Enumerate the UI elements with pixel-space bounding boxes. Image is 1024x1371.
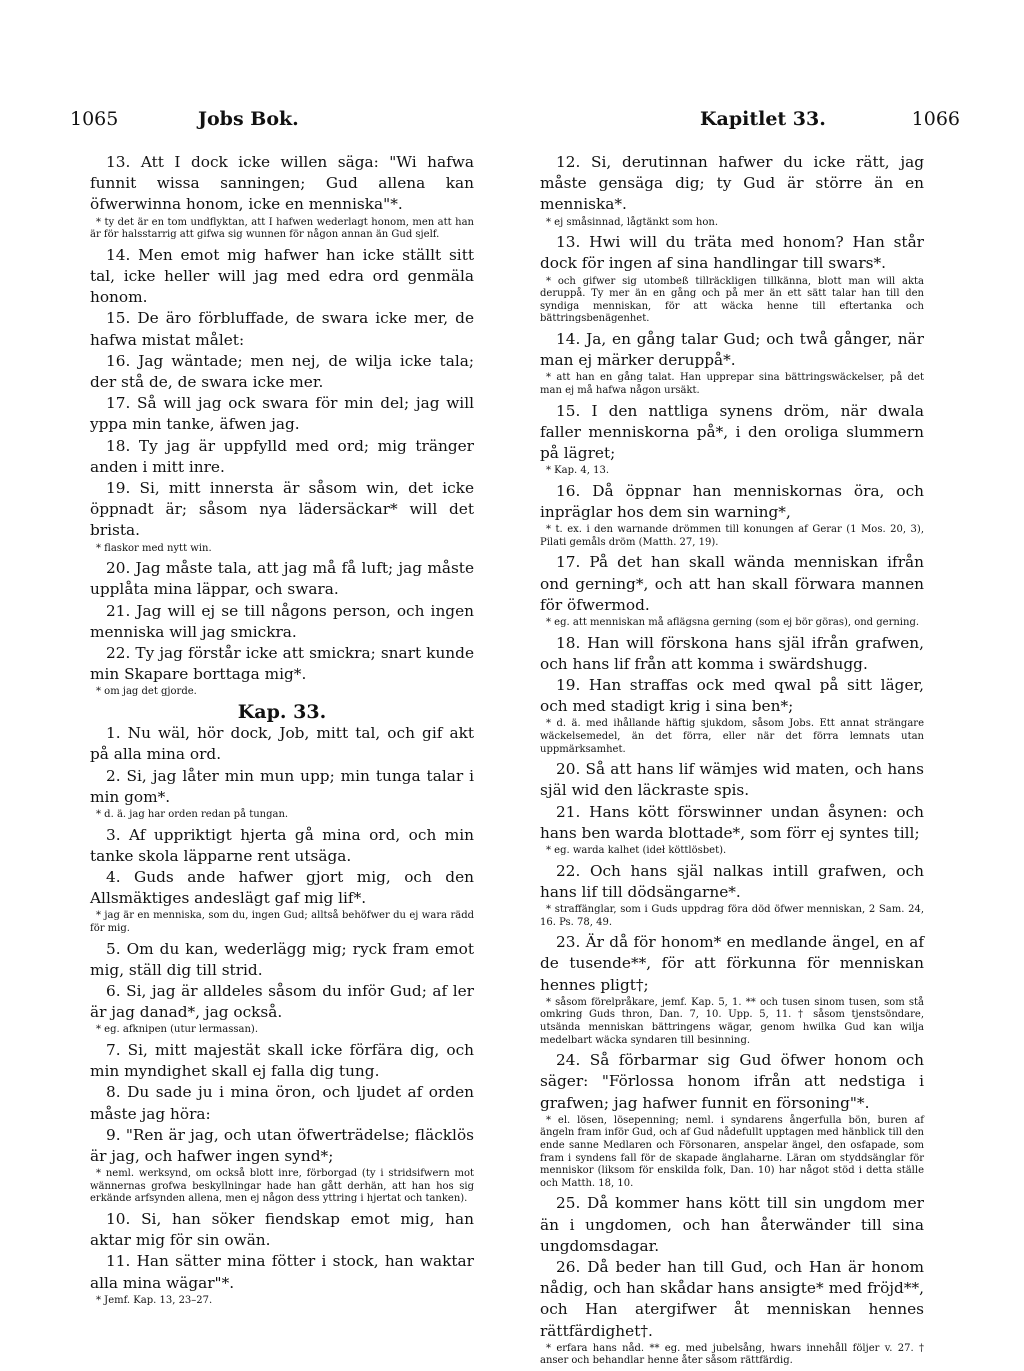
running-title-left: Jobs Bok. [198,108,299,130]
footnote: * ty det är en tom undflyktan, att I hafwen wederlagt honom, men att han är för halsstarrig att gifwa sig wunnen för någon annan än Gud sjelf. [90,216,474,241]
verse: 20. Jag måste tala, att jag må få luft; jag måste upplåta mina läppar, och swara. [90,559,474,599]
verse: 6. Si, jag är alldeles såsom du inför Gud; af ler är jag danad*, jag också. [90,982,474,1022]
footnote: * Kap. 4, 13. [546,465,609,477]
right-column [540,152,924,1371]
footnote: * neml. werksynd, om också blott inre, förborgad (ty i stridsifwern mot wännernas grofwa beskyllningar hade han gått derhän, att han hos sig erkände arfsynden allena, men ej någon dess yttring i hjertat och tanken). [90,1168,474,1205]
verse: 10. Si, han söker fiendskap emot mig, han aktar mig för sin owän. [90,1210,474,1250]
verse: 22. Ty jag förstår icke att smickra; snart kunde min Skapare borttaga mig*. [90,644,474,684]
footnote: * eg. afknipen (utur lermassan). [96,1024,259,1036]
verse: 17. På det han skall wända menniskan ifrån ond gerning*, och att han skall förwara mannen för öfwermod. [540,553,924,614]
verse: 13. Hwi will du träta med honom? Han står dock för ingen af sina handlingar till swars*. [540,233,924,273]
page-header [70,108,960,138]
verse: 22. Och hans själ nalkas intill grafwen, och hans lif till dödsängarne*. [540,861,924,901]
footnote: * såsom förelpråkare, jemf. Kap. 5, 1. ** och tusen sinom tusen, som stå omkring Guds thron, Dan. 7, 10. Upp. 5, 11. † såsom tjenstsöndare, utsända menniskan bättringens wägar, genom hwilka Gud kan wilja medelbart wäcka syndaren till besinning. [540,996,924,1046]
verse: 1. Nu wäl, hör dock, Job, mitt tal, och gif akt på alla mina ord. [90,724,474,764]
verse: 5. Om du kan, wederlägg mig; ryck fram emot mig, ställ dig till strid. [90,939,474,979]
verse: 9. "Ren är jag, och utan öfwerträdelse; fläcklös är jag, och hafwer ingen synd*; [90,1125,474,1166]
verse: 15. De äro förbluffade, de swara icke mer, de hafwa mistat målet: [90,309,474,349]
footnote: * straffänglar, som i Guds uppdrag föra död öfwer menniskan, 2 Sam. 24, 16. Ps. 78, 49. [540,903,924,928]
verse: 26. Då beder han till Gud, och Han är honom nådig, och han skådar hans ansigte* med fröjd**, och Han atergifwer åt menniskan hennes rättfärdighet†. [540,1257,924,1340]
verse: 8. Du sade ju i mina öron, och ljudet af orden måste jag höra: [90,1083,474,1123]
verse: 4. Guds ande hafwer gjort mig, och den Allsmäktiges andeslägt gaf mig lif*. [90,868,474,908]
verse: 18. Ty jag är uppfylld med ord; mig tränger anden i mitt inre. [90,436,474,476]
page-number-left: 1065 [70,108,119,130]
footnote: * och gifwer sig utombeß tillräckligen tillkänna, blott man will akta deruppå. Ty mer än en gång och på mer än ett sätt talar han till den syndiga menniskan, för att wäcka henne till eftertanka och bättringsbenägenhet. [540,275,924,325]
footnote: * Jemf. Kap. 13, 23–27. [96,1294,213,1306]
verse: 18. Han will förskona hans själ ifrån grafwen, och hans lif från att komma i swärdshugg. [540,633,924,673]
verse: 25. Då kommer hans kött till sin ungdom mer än i ungdomen, och han återwänder till sina ungdomsdagar. [540,1194,924,1255]
footnote: * eg. att menniskan må aflägsna gerning (som ej bör göras), ond gerning. [546,616,920,628]
chapter-heading: Kap. 33. [237,701,327,724]
footnote: * eg. warda kalhet (ideł köttlösbet). [546,844,727,856]
verse: 16. Jag wäntade; men nej, de wilja icke tala; der stå de, de swara icke mer. [90,351,474,392]
left-column [90,152,474,1310]
footnote: * jag är en menniska, som du, ingen Gud; alltså behöfwer du ej wara rädd för mig. [90,910,474,935]
verse: 14. Ja, en gång talar Gud; och twå gånger, när man ej märker deruppå*. [540,329,924,370]
footnote: * d. ä. jag har orden redan på tungan. [96,809,289,821]
verse: 23. Är då för honom* en medlande ängel, en af de tusende**, för att förkunna för menniskan hennes pligt†; [540,933,924,994]
verse: 14. Men emot mig hafwer han icke ställt sitt tal, icke heller will jag med edra ord genmäla honom. [90,245,474,307]
verse: 2. Si, jag låter min mun upp; min tunga talar i min gom*. [90,766,474,806]
verse: 13. Att I dock icke willen säga: "Wi hafwa funnit wissa sanningen; Gud allena kan öfwerwinna honom, icke en menniska"*. [90,153,474,214]
verse: 11. Han sätter mina fötter i stock, han waktar alla mina wägar"*. [90,1252,474,1292]
footnote: * att han en gång talat. Han upprepar sina bättringswäckelser, på det man ej må hafwa någon ursäkt. [540,372,924,396]
verse: 24. Så förbarmar sig Gud öfwer honom och säger: "Förlossa honom ifrån att nedstiga i grafwen; jag hafwer funnit en försoning"*. [540,1051,924,1112]
page-number-right: 1066 [911,108,960,130]
footnote: * d. ä. med ihållande häftig sjukdom, såsom Jobs. Ett annat strängare wäckelsemedel, än det förra, eller när det förra lemnats utan uppmärksamhet. [540,718,924,755]
verse: 21. Jag will ej se till någons person, och ingen menniska will jag smickra. [90,601,474,641]
running-title-right: Kapitlet 33. [700,108,826,130]
footnote: * om jag det gjorde. [96,686,197,698]
verse: 12. Si, derutinnan hafwer du icke rätt, jag måste gensäga dig; ty Gud är större än en menniska*. [540,153,924,214]
footnote: * ej småsinnad, lågtänkt som hon. [546,216,719,228]
footnote: * flaskor med nytt win. [96,542,212,554]
footnote: * t. ex. i den warnande drömmen till konungen af Gerar (1 Mos. 20, 3), Pilati gemåls dröm (Matth. 27, 19). [540,524,924,548]
verse: 20. Så att hans lif wämjes wid maten, och hans själ wid den läckraste spis. [540,760,924,800]
verse: 17. Så will jag ock swara för min del; jag will yppa min tanke, äfwen jag. [90,394,474,434]
verse: 3. Af uppriktigt hjerta gå mina ord, och min tanke skola läpparne rent utsäga. [90,825,474,865]
footnote: * el. lösen, lösepenning; neml. i syndarens ångerfulla bön, buren af ängeln fram inför Gud, och af Gud nådefullt upptagen med hänblick till den ende sanne Medlaren och Försonaren, anspelar ängel, den osfapade, som fram i syndens fall för de skapade änglaharne. Läran om styddsänglar för menniskor (liksom för enskilda folk, Dan. 10) har något stöd i detta ställe och Matth. 18, 10. [540,1114,924,1189]
verse: 7. Si, mitt majestät skall icke förfära dig, och min myndighet skall ej falla dig tung. [90,1041,474,1081]
verse: 19. Si, mitt innersta är såsom win, det icke öppnadt är; såsom nya lädersäckar* will det brista. [90,479,474,540]
verse: 21. Hans kött förswinner undan åsynen: och hans ben warda blottade*, som förr ej syntes till; [540,802,924,842]
verse: 19. Han straffas ock med qwal på sitt läger, och med stadigt krig i sina ben*; [540,675,924,716]
verse: 16. Då öppnar han menniskornas öra, och inpräglar hos dem sin warning*, [540,481,924,521]
verse: 15. I den nattliga synens dröm, när dwala faller menniskorna på*, i den oroliga slummern på lägret; [540,401,924,462]
footnote: * erfara hans nåd. ** eg. med jubelsång, hwars innehåll följer v. 27. † anser och behandlar henne åter såsom rättfärdig. [540,1342,924,1367]
